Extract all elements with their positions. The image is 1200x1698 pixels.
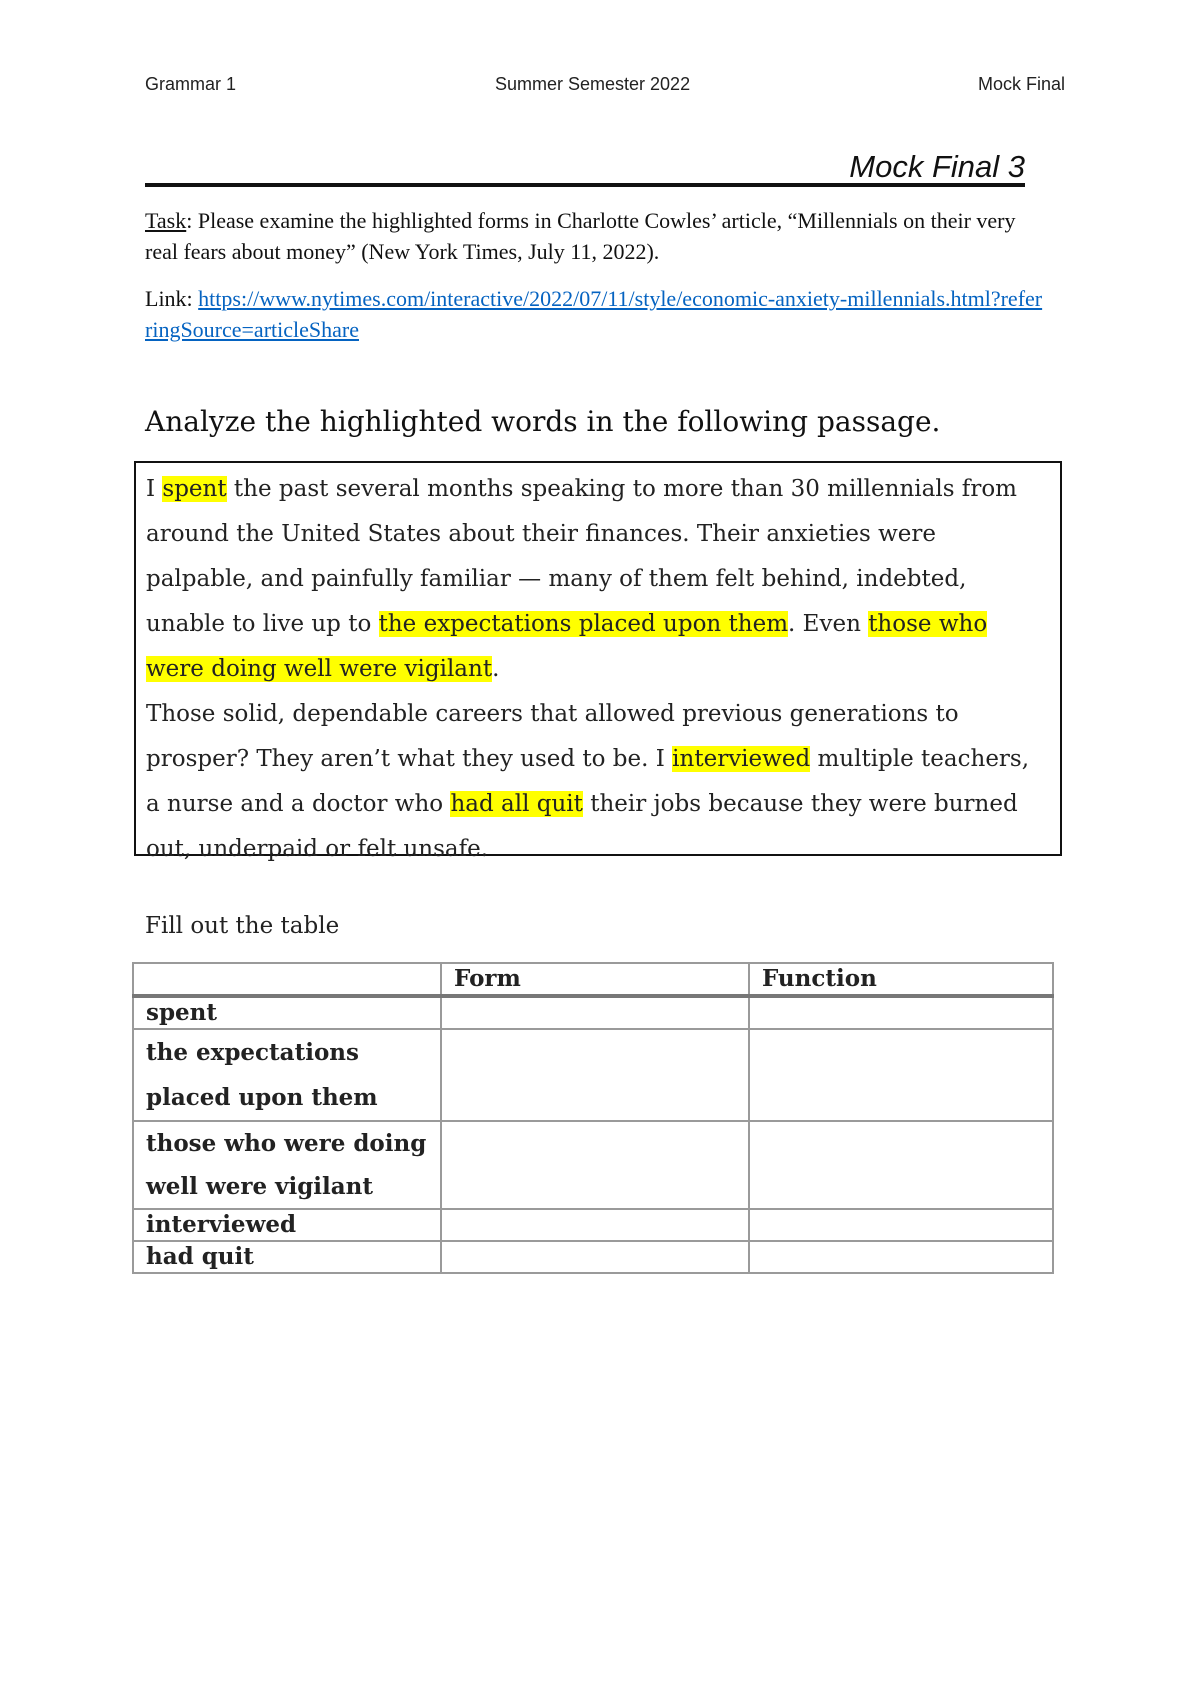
row-label: the expectations placed upon them (133, 1029, 441, 1121)
function-cell[interactable] (749, 1121, 1053, 1209)
table-row (133, 1209, 1053, 1241)
header-course: Grammar 1 (145, 74, 237, 94)
form-cell[interactable] (441, 1121, 749, 1209)
header-function: Function (749, 963, 1053, 996)
highlight-spent: spent (162, 476, 227, 502)
highlight-those-who: those who were doing well were vigilant (146, 611, 988, 682)
title-block (145, 145, 1025, 187)
passage-paragraph-2: Those solid, dependable careers that allowed previous generations to prosper? They aren’t what they used to be. I interviewed multiple teachers, a nurse and a doctor who had all quit their jobs because they were burned out, underpaid or felt unsafe. (146, 701, 1030, 862)
function-cell[interactable] (749, 1209, 1053, 1241)
header-semester: Summer Semester 2022 (495, 74, 691, 94)
form-cell[interactable] (441, 1241, 749, 1273)
link-paragraph (145, 283, 1045, 345)
row-label: those who were doing well were vigilant (133, 1121, 441, 1209)
table-header-row (133, 963, 1053, 996)
row-label: had quit (133, 1241, 441, 1273)
highlight-expectations: the expectations placed upon them (378, 611, 789, 637)
analyze-heading: Analyze the highlighted words in the following passage. (145, 405, 941, 438)
highlight-interviewed: interviewed (672, 746, 811, 772)
function-cell[interactable] (749, 996, 1053, 1029)
task-paragraph (145, 205, 1045, 267)
form-cell[interactable] (441, 996, 749, 1029)
table-row (133, 1029, 1053, 1121)
table-row (133, 1241, 1053, 1273)
function-cell[interactable] (749, 1241, 1053, 1273)
table-row (133, 996, 1053, 1029)
row-label: interviewed (133, 1209, 441, 1241)
passage-paragraph-1: I spent the past several months speaking to more than 30 millennials from around the United States about their finances. Their anxieties were palpable, and painfully familiar — many of them felt behind, indebted, unable to live up to the expectations placed upon them. Even those who were doing well were vigilant. (146, 476, 1017, 682)
article-link[interactable]: https://www.nytimes.com/interactive/2022/07/11/style/economic-anxiety-millennials.html?referringSource=articleShare (145, 286, 1043, 342)
passage-box (134, 461, 1062, 862)
task-text: : Please examine the highlighted forms in Charlotte Cowles’ article, “Millennials on their very real fears about money” (New York Times, July 11, 2022). (145, 208, 1016, 264)
page-header (145, 74, 1065, 98)
table-row (133, 1121, 1053, 1209)
header-form: Form (441, 963, 749, 996)
highlight-had-quit: had all quit (450, 791, 583, 817)
row-label: spent (133, 996, 441, 1029)
answer-table (132, 962, 1054, 1274)
page-title: Mock Final 3 (849, 149, 1025, 184)
form-cell[interactable] (441, 1029, 749, 1121)
form-cell[interactable] (441, 1209, 749, 1241)
fill-heading: Fill out the table (145, 913, 340, 939)
function-cell[interactable] (749, 1029, 1053, 1121)
header-blank (133, 963, 441, 996)
header-exam: Mock Final (977, 74, 1065, 94)
task-label: Task (145, 208, 187, 233)
link-label: Link: (145, 286, 199, 311)
